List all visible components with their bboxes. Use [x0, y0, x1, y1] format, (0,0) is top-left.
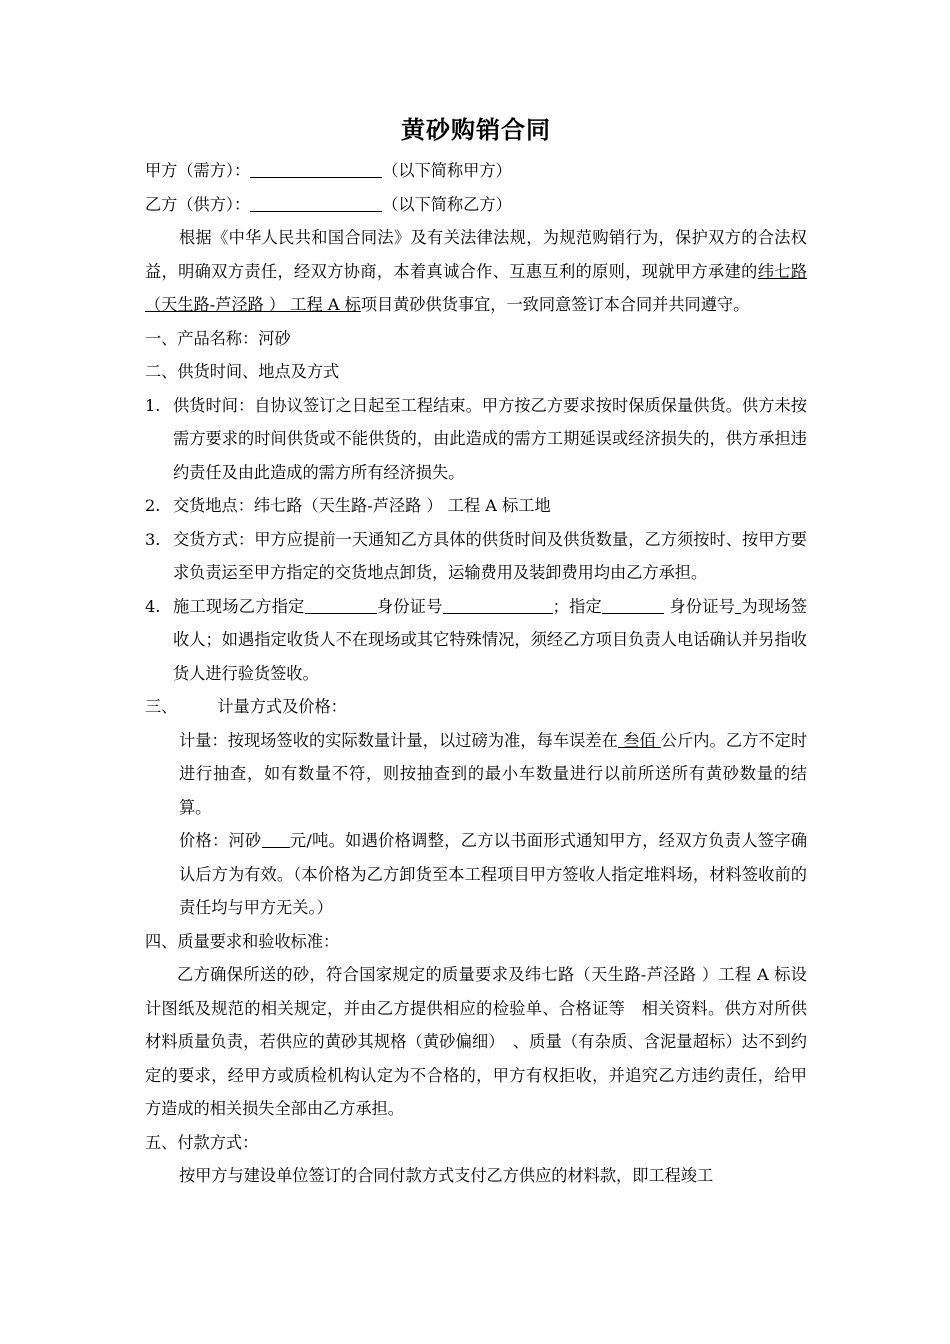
tolerance-value: 叁佰	[617, 730, 661, 750]
price-blank[interactable]	[262, 831, 290, 848]
list-item	[145, 523, 807, 590]
price-text-1: 价格：河砂	[179, 831, 262, 850]
item4-text-5: 为现场签收人；如遇指定收货人不在现场或其它特殊情况，须经乙方项目负责人电话确认并另指收货人进行验货签收。	[173, 596, 808, 683]
intro-text-2: 项目黄砂供货事宜，一致同意签订本合同并共同遵守。	[360, 295, 750, 314]
section-1-heading: 一、产品名称：河砂	[145, 328, 291, 348]
item-text: 交货方式：甲方应提前一天通知乙方具体的供货时间及供货数量，乙方须按时、按甲方要求负责运至甲方指定的交货地点卸货，运输费用及装卸费用均由乙方承担。	[173, 529, 807, 582]
item-text: 交货地点：纬七路（天生路-芦泾路 ） 工程 A 标工地	[173, 496, 551, 515]
page-title: 黄砂购销合同	[401, 115, 551, 144]
party-a-label: 甲方（需方）：	[145, 161, 251, 180]
contract-page	[145, 108, 807, 1193]
section-3-title: 计量方式及价格：	[217, 697, 347, 716]
receiver-2-blank[interactable]	[602, 597, 664, 614]
party-a-line	[145, 154, 807, 188]
item-text: 供货时间：自协议签订之日起至工程结束。甲方按乙方要求按时保质保量供货。供方未按需方要求的时间供货或不能供货的，由此造成的需方工期延误或经济损失的，供方承担违约责任及由此造成的需方所有经济损失。	[173, 395, 807, 482]
party-b-line	[145, 188, 807, 222]
measurement-paragraph	[145, 724, 807, 825]
section-3-heading	[145, 690, 807, 724]
project-name: 纬七路（天生路-芦泾路 ） 工程 A 标	[145, 261, 808, 314]
item-text	[173, 590, 807, 691]
id-number-1-blank[interactable]	[443, 597, 553, 614]
measure-text-1: 计量：按现场签收的实际数量计量，以过磅为准，每车误差在	[179, 730, 618, 750]
item-number: 2.	[145, 496, 161, 515]
section-4-heading: 四、质量要求和验收标准：	[145, 931, 340, 951]
party-b-blank[interactable]	[250, 195, 382, 212]
list-item-4	[145, 590, 807, 691]
party-b-label: 乙方（供方）：	[145, 194, 251, 214]
intro-paragraph	[145, 221, 807, 322]
item4-text-1: 施工现场乙方指定	[173, 596, 305, 616]
measure-text-2: 公斤内。乙方不定时进行抽查，如有数量不符，则按抽查到的最小车数量进行以前所送所有黄砂数量的结算。	[179, 730, 808, 817]
list-item	[145, 389, 807, 490]
price-paragraph	[145, 824, 807, 925]
section-3-number: 三、	[145, 697, 178, 716]
party-a-blank[interactable]	[250, 161, 382, 178]
party-b-suffix: （以下简称乙方）	[382, 194, 512, 214]
item-number: 3.	[145, 529, 161, 549]
list-item	[145, 489, 807, 523]
section-5-heading: 五、付款方式：	[145, 1132, 259, 1152]
payment-paragraph: 按甲方与建设单位签订的合同付款方式支付乙方供应的材料款，即工程竣工	[179, 1166, 714, 1185]
item4-text-3: ；指定	[552, 596, 603, 616]
intro-text-1: 根据《中华人民共和国合同法》及有关法律法规，为规范购销行为，保护双方的合法权益，明确双方责任，经双方协商，本着真诚合作、互惠互利的原则，现就甲方承建的	[145, 228, 807, 281]
item-number: 4.	[145, 596, 161, 616]
item4-text-2: 身份证号	[376, 596, 443, 616]
receiver-1-blank[interactable]	[305, 597, 377, 614]
item4-text-4: 身份证号	[664, 596, 736, 616]
section-2-heading: 二、供货时间、地点及方式	[145, 362, 340, 381]
party-a-suffix: （以下简称甲方）	[382, 161, 512, 180]
item-number: 1.	[145, 395, 161, 415]
quality-paragraph: 乙方确保所送的砂，符合国家规定的质量要求及纬七路（天生路-芦泾路 ）工程 A 标设计图纸及规范的相关规定，并由乙方提供相应的检验单、合格证等 相关资料。供方对所供材料质量负责，若供应的黄砂其规格（黄砂偏细） 、质量（有杂质、含泥量超标）达不到约定的要求，经甲方或质检机构认定为不合格的，甲方有权拒收，并追究乙方违约责任，给甲方造成的相关损失全部由乙方承担。	[145, 965, 807, 1118]
price-text-2: 元/吨。如遇价格调整，乙方以书面形式通知甲方，经双方负责人签字确认后方为有效。（本价格为乙方卸货至本工程项目甲方签收人指定堆料场，材料签收前的责任均与甲方无关。）	[179, 831, 808, 917]
